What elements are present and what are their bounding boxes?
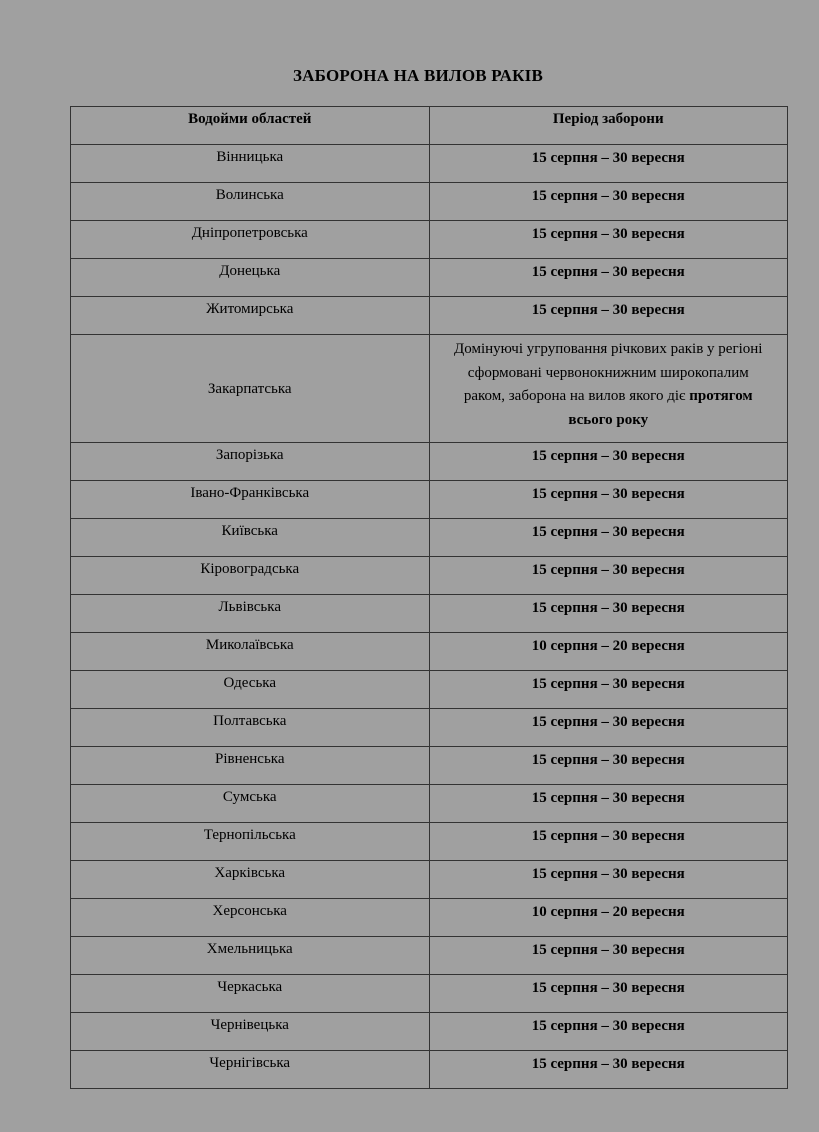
table-row [71,145,788,183]
period-cell: 15 серпня – 30 вересня [429,297,788,335]
period-cell: 15 серпня – 30 вересня [429,259,788,297]
table-row [71,709,788,747]
ban-table [70,106,788,1089]
table-row [71,747,788,785]
region-cell: Тернопільська [71,823,430,861]
region-cell: Сумська [71,785,430,823]
period-cell: 15 серпня – 30 вересня [429,221,788,259]
period-cell: 15 серпня – 30 вересня [429,785,788,823]
period-cell: 15 серпня – 30 вересня [429,183,788,221]
table-row [71,823,788,861]
table-row [71,937,788,975]
region-cell: Дніпропетровська [71,221,430,259]
region-cell: Волинська [71,183,430,221]
period-cell: 15 серпня – 30 вересня [429,557,788,595]
table-row [71,183,788,221]
period-cell: 15 серпня – 30 вересня [429,975,788,1013]
period-note-emphasis: протягом всього року [568,388,753,428]
table-row [71,1051,788,1089]
column-header-period: Період заборони [429,107,788,145]
period-cell: 10 серпня – 20 вересня [429,899,788,937]
table-row [71,861,788,899]
region-cell: Запорізька [71,443,430,481]
period-note-text: Домінуючі угруповання річкових раків у регіоні сформовані червонокнижним широкопалим раком, заборона на вилов якого діє [454,341,763,404]
table-row [71,443,788,481]
table-row [71,259,788,297]
period-cell: 15 серпня – 30 вересня [429,861,788,899]
table-row [71,1013,788,1051]
period-cell: 15 серпня – 30 вересня [429,595,788,633]
period-cell: 15 серпня – 30 вересня [429,145,788,183]
table-row [71,671,788,709]
region-cell: Івано-Франківська [71,481,430,519]
region-cell: Закарпатська [71,335,430,443]
table-row [71,297,788,335]
region-cell: Чернігівська [71,1051,430,1089]
table-header-row [71,107,788,145]
region-cell: Черкаська [71,975,430,1013]
period-cell: 15 серпня – 30 вересня [429,709,788,747]
period-cell: 15 серпня – 30 вересня [429,481,788,519]
table-row [71,975,788,1013]
region-cell: Кіровоградська [71,557,430,595]
period-cell: 15 серпня – 30 вересня [429,937,788,975]
table-row [71,785,788,823]
table-row [71,335,788,443]
table-row [71,519,788,557]
region-cell: Чернівецька [71,1013,430,1051]
period-cell: 15 серпня – 30 вересня [429,823,788,861]
table-row [71,899,788,937]
region-cell: Львівська [71,595,430,633]
region-cell: Київська [71,519,430,557]
period-cell: 15 серпня – 30 вересня [429,1013,788,1051]
table-row [71,633,788,671]
page-title: ЗАБОРОНА НА ВИЛОВ РАКІВ [292,66,543,85]
region-cell: Житомирська [71,297,430,335]
column-header-region: Водойми областей [71,107,430,145]
period-cell: 15 серпня – 30 вересня [429,747,788,785]
region-cell: Рівненська [71,747,430,785]
region-cell: Полтавська [71,709,430,747]
table-row [71,481,788,519]
table-row [71,557,788,595]
region-cell: Хмельницька [71,937,430,975]
region-cell: Херсонська [71,899,430,937]
period-note-cell [429,335,788,443]
table-row [71,221,788,259]
region-cell: Вінницька [71,145,430,183]
period-cell: 15 серпня – 30 вересня [429,519,788,557]
period-cell: 15 серпня – 30 вересня [429,1051,788,1089]
region-cell: Донецька [71,259,430,297]
table-row [71,595,788,633]
region-cell: Харківська [71,861,430,899]
period-cell: 15 серпня – 30 вересня [429,443,788,481]
region-cell: Миколаївська [71,633,430,671]
period-cell: 15 серпня – 30 вересня [429,671,788,709]
period-cell: 10 серпня – 20 вересня [429,633,788,671]
region-cell: Одеська [71,671,430,709]
